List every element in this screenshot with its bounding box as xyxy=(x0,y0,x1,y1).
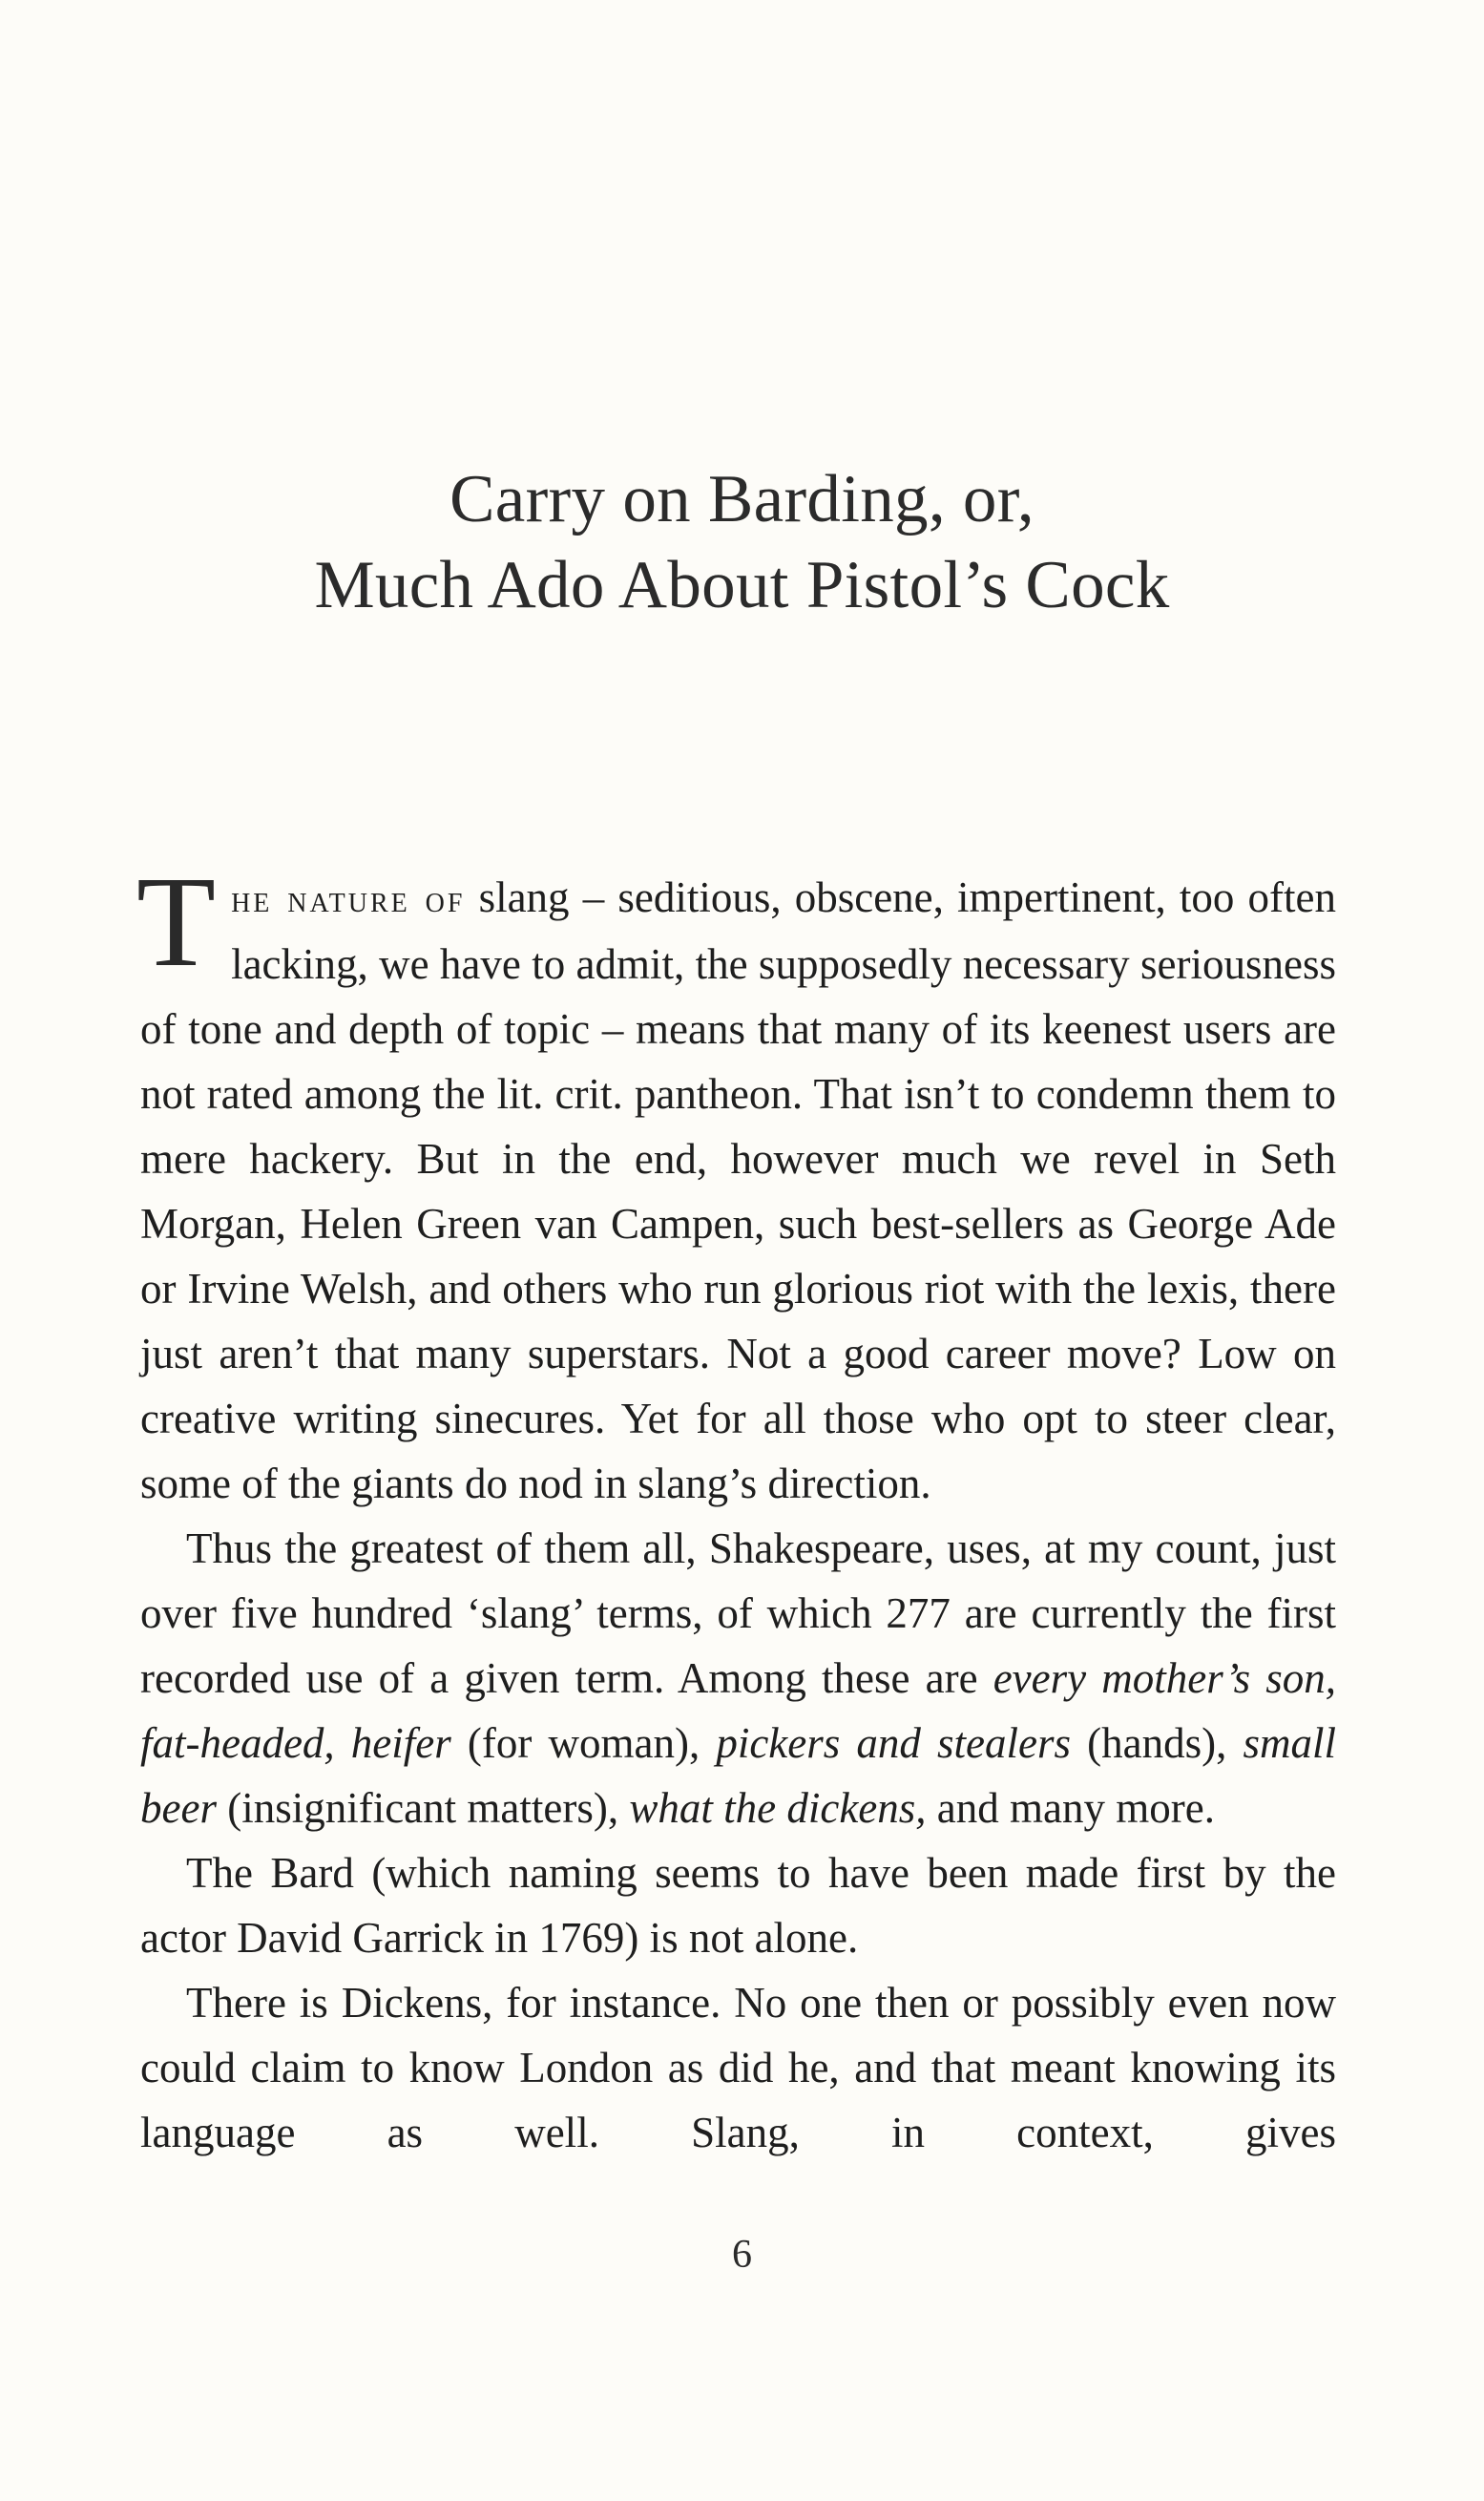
italic-term-3: small beer xyxy=(140,1719,1336,1832)
paragraph-4: There is Dickens, for instance. No one then or possibly even now could claim to know London as did he, and that meant knowing its language as well. Slang, in context, gives xyxy=(140,1979,1336,2156)
italic-term-1: every mother’s son, fat-headed, heifer xyxy=(140,1654,1336,1767)
opening-small-caps: he nature of xyxy=(231,877,466,920)
chapter-title-line-2: Much Ado About Pistol’s Cock xyxy=(314,548,1170,622)
paragraph-2-text-d: (insignificant matters), xyxy=(216,1784,630,1832)
paragraph-2-text-b: (for woman), xyxy=(450,1719,717,1767)
italic-term-2: pickers and stealers xyxy=(716,1719,1072,1767)
chapter-title xyxy=(0,456,1484,628)
paragraph-2-text-c: (hands), xyxy=(1071,1719,1244,1767)
chapter-title-line-1: Carry on Barding, or, xyxy=(449,462,1035,536)
paragraph-2-text-a: Thus the greatest of them all, Shakespeare, uses, at my count, just over five hundred ‘slang’ terms, of which 277 are currently the first recorded use of a given term. Among these are xyxy=(140,1524,1336,1702)
drop-cap: T xyxy=(136,851,217,994)
paragraph-3: The Bard (which naming seems to have been made first by the actor David Garrick in 1769) is not alone. xyxy=(140,1849,1336,1962)
page-number: 6 xyxy=(732,2233,752,2277)
body-text xyxy=(136,851,1336,2165)
paragraph-1 xyxy=(136,851,1336,1516)
paragraph-2 xyxy=(140,1516,1336,1840)
paragraph-1-text: slang – seditious, obscene, impertinent, too often lacking, we have to admit, the supposedly necessary seriousness of tone and depth of topic – means that many of its keenest users are not rated among the lit. crit. pantheon. That isn’t to condemn them to mere hackery. But in the end, however much we revel in Seth Morgan, Helen Green van Campen, such best-sellers as George Ade or Irvine Welsh, and others who run glorious riot with the lexis, there just aren’t that many superstars. Not a good career move? Low on creative writing sinecures. Yet for all those who opt to steer clear, some of the giants do nod in slang’s direction. xyxy=(140,873,1336,1507)
italic-term-4: what the dickens, xyxy=(629,1784,927,1832)
paragraph-2-text-e: and many more. xyxy=(926,1784,1215,1832)
